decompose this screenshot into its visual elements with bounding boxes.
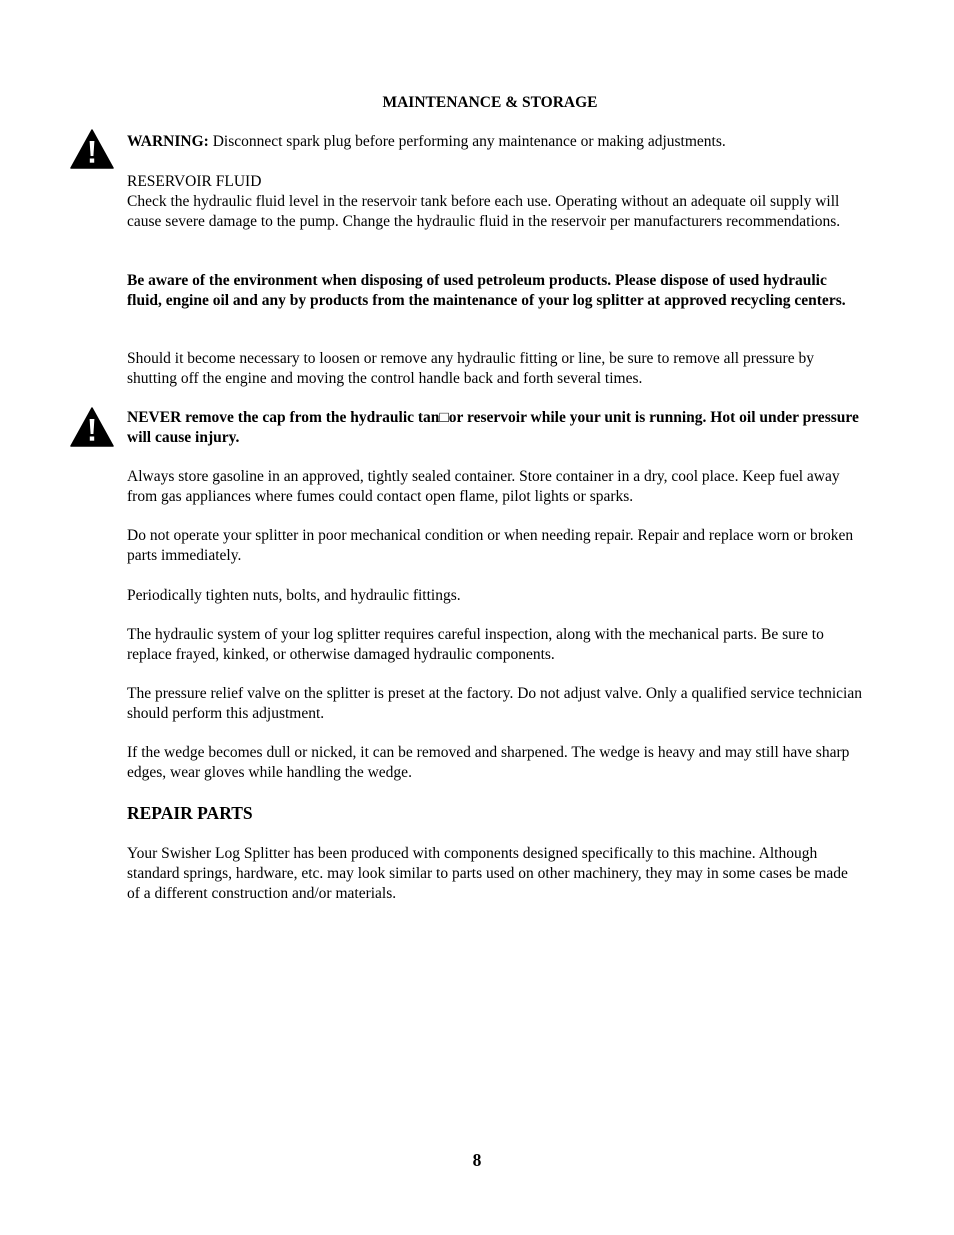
wedge-paragraph: If the wedge becomes dull or nicked, it can be removed and sharpened. The wedge is heavy and may still have sharp edges, wear gloves while handling the wedge.	[127, 744, 850, 781]
repair-parts-body: Your Swisher Log Splitter has been produced with components designed specifically to this machine. Although standard springs, hardware, etc. may look similar to parts used on other machinery, they may in some cases be made of a different construction and/or materials.	[127, 845, 848, 902]
warning-triangle-icon	[70, 129, 114, 169]
repair-parts-heading: REPAIR PARTS	[127, 803, 253, 823]
warning-hydraulic-cap: NEVER remove the cap from the hydraulic tan□or reservoir while your unit is running. Hot oil under pressure will cause injury.	[127, 409, 859, 446]
reservoir-fluid-body: Check the hydraulic fluid level in the reservoir tank before each use. Operating without an adequate oil supply will cause severe damage to the pump. Change the hydraulic fluid in the reservoir per manufacturers recommendations.	[127, 193, 841, 230]
page-title: MAINTENANCE & STORAGE	[382, 94, 598, 111]
environment-notice: Be aware of the environment when disposing of used petroleum products. Please dispose of used hydraulic fluid, engine oil and any by products from the maintenance of your log splitter at approved recycling centers.	[127, 272, 846, 309]
inspection-paragraph: The hydraulic system of your log splitter requires careful inspection, along with the mechanical parts. Be sure to replace frayed, kinked, or otherwise damaged hydraulic components.	[127, 626, 824, 663]
gasoline-paragraph: Always store gasoline in an approved, tightly sealed container. Store container in a dry, cool place. Keep fuel away from gas appliances where fumes could contact open flame, pilot lights or sparks.	[127, 468, 840, 505]
pressure-paragraph: Should it become necessary to loosen or remove any hydraulic fitting or line, be sure to remove all pressure by shutting off the engine and moving the control handle back and forth several times.	[127, 350, 814, 387]
warning-triangle-icon	[70, 407, 114, 447]
tighten-paragraph: Periodically tighten nuts, bolts, and hydraulic fittings.	[127, 587, 461, 604]
reservoir-fluid-section	[127, 172, 862, 232]
warning-label: WARNING:	[127, 133, 209, 150]
warning-disconnect-spark-plug	[127, 132, 862, 152]
page-number: 8	[472, 1150, 482, 1170]
warning-text: Disconnect spark plug before performing any maintenance or making adjustments.	[208, 133, 726, 150]
condition-paragraph: Do not operate your splitter in poor mechanical condition or when needing repair. Repair and replace worn or broken parts immediately.	[127, 527, 854, 564]
relief-valve-paragraph: The pressure relief valve on the splitter is preset at the factory. Do not adjust valve. Only a qualified service technician should perform this adjustment.	[127, 685, 862, 722]
reservoir-fluid-heading: RESERVOIR FLUID	[127, 173, 262, 190]
